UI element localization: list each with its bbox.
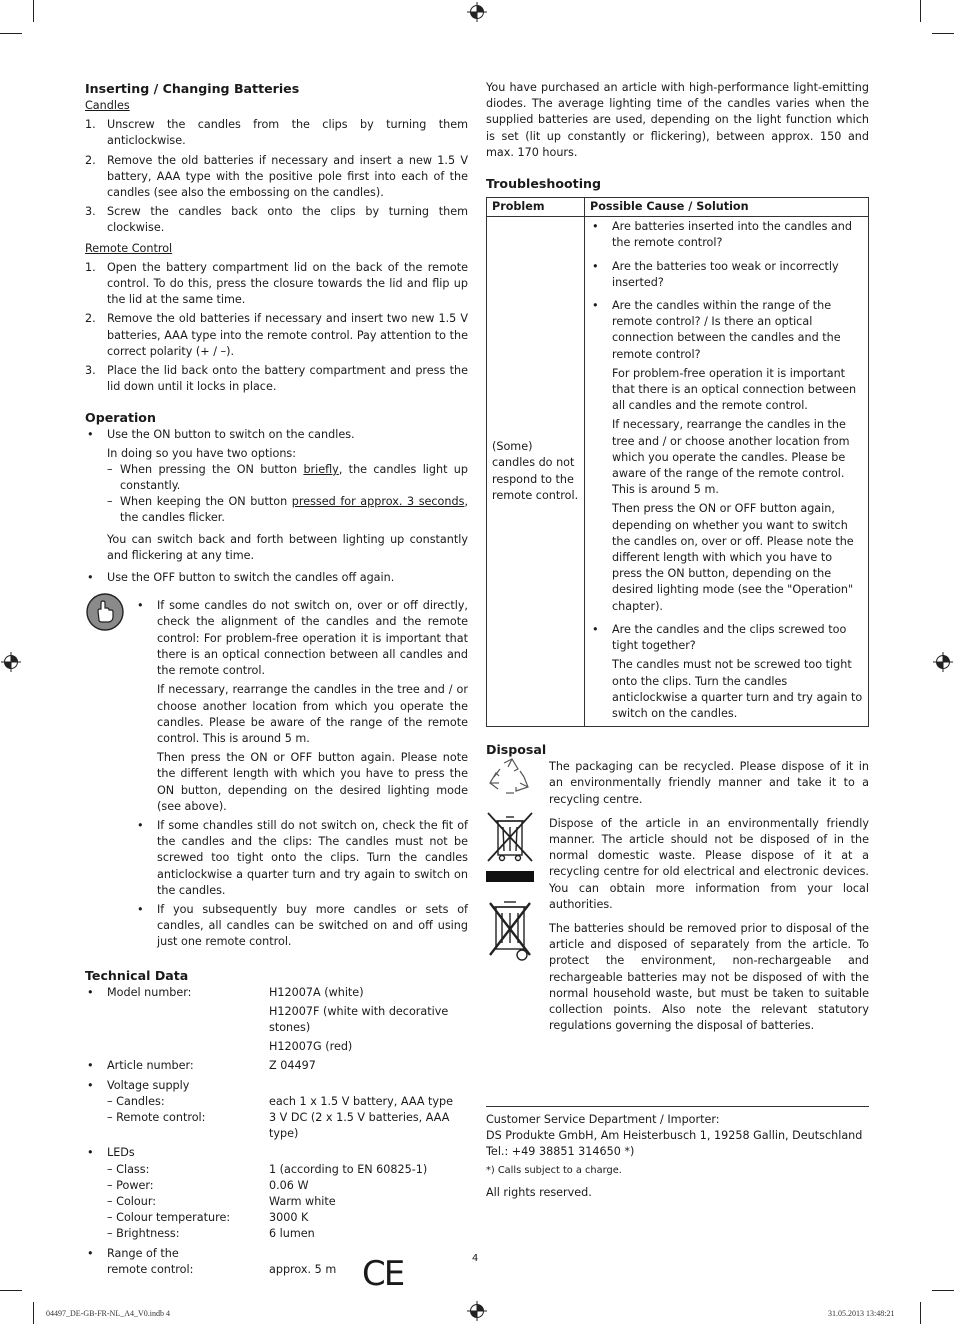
list-item: remote control: approx. 5 m (107, 1262, 337, 1276)
list-item: – Class: 1 (according to EN 60825-1) (107, 1162, 428, 1176)
list-item: • Are batteries inserted into the candles and the remote control? (592, 220, 852, 250)
crossed-bin-icon (486, 811, 536, 883)
options-intro: In doing so you have two options: (107, 446, 297, 460)
list-item: – Power: 0.06 W (107, 1178, 309, 1192)
battery-bin-icon (486, 897, 536, 963)
list-item: • If some chandles still do not switch on, check the fit of the candles and the clips: The candles must not be screwed too tight onto the clips. Turn the candles anticlockwise a quarter turn and try again to switch on the candles. (137, 818, 468, 897)
service-note: *) Calls subject to a charge. (486, 1164, 622, 1176)
right-column (486, 80, 869, 1034)
troubleshooting-heading: Troubleshooting (486, 176, 601, 192)
list-item: • Are the candles and the clips screwed too tight together? (592, 622, 847, 653)
list-item: – Brightness: 6 lumen (107, 1227, 315, 1241)
column-header-problem: Problem (487, 198, 585, 217)
list-item: 3. Screw the candles back onto the clips by turning them clockwise. (85, 205, 468, 235)
troubleshooting-table (486, 197, 869, 727)
recycle-icon (486, 755, 536, 801)
list-item: 1. Unscrew the candles from the clips by turning them anticlockwise. (85, 118, 468, 148)
hand-tip-icon (85, 592, 125, 632)
disposal-batteries-text: The batteries should be removed prior to disposal of the article and disposed of separately from the article. To protect the environment, non-rechargeable and rechargeable batteries may not be disposed of with the normal household waste, but must be taken to suitable collection points. Also note the relevant statutory regulations governing the disposal of batteries. (549, 921, 869, 1033)
list-item: 2. Remove the old batteries if necessary and insert a new 1.5 V battery, AAA type with the positive pole first into each of the candles (see also the embossing on the candles). (85, 153, 468, 200)
page-number: 4 (472, 1253, 479, 1264)
column-header-solution: Possible Cause / Solution (585, 198, 869, 217)
registration-mark-icon (467, 2, 487, 22)
list-item: • Are the batteries too weak or incorrectly inserted? (592, 259, 839, 289)
technical-data (85, 985, 468, 1294)
service-block (486, 1112, 869, 1201)
list-item: H12007F (white with decorative stones) (269, 1004, 449, 1034)
list-item: • Model number: H12007A (white) (87, 985, 364, 999)
list-item: • Voltage supply (87, 1078, 190, 1092)
footer-file-info: 04497_DE-GB-FR-NL_A4_V0.indb 4 (46, 1309, 170, 1318)
batteries-heading: Inserting / Changing Batteries (85, 81, 300, 96)
list-item: – When pressing the ON button briefly, the candles light up constantly. (107, 462, 468, 493)
intro-paragraph: You have purchased an article with high-performance light-emitting diodes. The average lighting time of the candles varies when the supplied batteries are used, depending on the light function which is set (lit up constantly or flickering), between approx. 150 and max. 170 hours. (486, 81, 869, 159)
divider (486, 1106, 869, 1107)
technical-heading: Technical Data (85, 967, 189, 983)
list-item: 1. Open the battery compartment lid on the back of the remote control. To do this, press the closure towards the lid and flip up the lid at the same time. (85, 260, 468, 307)
list-item: • If you subsequently buy more candles or sets of candles, all candles can be switched on and off using just one remote control. (137, 902, 468, 949)
service-line: DS Produkte GmbH, Am Heisterbusch 1, 19258 Gallin, Deutschland (486, 1129, 863, 1143)
registration-mark-icon (1, 652, 21, 672)
list-item: • LEDs (87, 1146, 135, 1160)
footer-timestamp: 31.05.2013 13:48:21 (828, 1309, 895, 1318)
tip-text: Then press the ON or OFF button again. Please note the different length with which you have to press the ON button, depending on the desired lighting mode (see above). (157, 751, 468, 813)
list-item: • Use the OFF button to switch the candles off again. (87, 571, 395, 585)
disposal-article-text: Dispose of the article in an environmentally friendly manner. The article should not be disposed of in the normal domestic waste. Please dispose of it at a recycling centre for old electrical and electronic devices. You can obtain more information from your local authorities. (549, 816, 869, 911)
options-list (85, 462, 468, 527)
left-column (85, 80, 468, 1294)
table-row (487, 217, 869, 727)
candles-subheading: Candles (85, 99, 130, 112)
operation-heading: Operation (85, 410, 156, 426)
crop-mark (920, 0, 921, 22)
list-item: • Use the ON button to switch on the candles. (87, 428, 355, 442)
list-item: – Candles: each 1 x 1.5 V battery, AAA type (107, 1094, 454, 1108)
crop-mark (920, 1302, 921, 1324)
disposal-heading: Disposal (486, 742, 547, 758)
disposal-packaging-text: The packaging can be recycled. Please dispose of it in an environmentally friendly manner and take it to a recycling centre. (549, 760, 869, 806)
solution-text: Then press the ON or OFF button again, depending on whether you want to switch the candles on, over or off. Please note the different length with which you have to press the ON button, depending on the desired lighting mode (see the "Operation" chapter). (612, 502, 854, 613)
solution-text: For problem-free operation it is important that there is an optical connection between all candles and the remote control. (612, 366, 857, 413)
rights-text: All rights reserved. (486, 1185, 592, 1199)
remote-steps (85, 260, 468, 396)
switch-note: You can switch back and forth between lighting up constantly and flickering at any time. (107, 532, 468, 562)
solution-text: The candles must not be screwed too tight onto the clips. Turn the candles anticlockwise a quarter turn and try again to switch on the candles. (612, 658, 863, 720)
list-item: 3. Place the lid back onto the battery compartment and press the lid down until it locks in place. (85, 364, 468, 394)
ce-mark: CE (362, 1253, 404, 1294)
solution-cell (585, 217, 869, 727)
service-line: Tel.: +49 38851 314650 *) (486, 1145, 635, 1159)
list-item: • If some candles do not switch on, over or off directly, check the alignment of the candles and the remote control: For problem-free operation it is important that there is an optical connection between all candles and the remote control. (137, 599, 468, 678)
crop-mark (0, 1290, 22, 1291)
solution-text: If necessary, rearrange the candles in the tree and / or choose another location from which you operate the candles. Please be aware of the range of the remote control. This is around 5 m. (612, 418, 850, 497)
problem-cell: (Some) candles do not respond to the remote control. (487, 217, 585, 727)
remote-subheading: Remote Control (85, 241, 173, 255)
tip-text: If necessary, rearrange the candles in the tree and / or choose another location from which you operate the candles. Please be aware of the range of the remote control. This is around 5 m. (157, 683, 468, 745)
list-item: – Colour temperature: 3000 K (107, 1211, 309, 1225)
list-item: – When keeping the ON button pressed for approx. 3 seconds, the candles flicker. (107, 495, 468, 525)
crop-mark (33, 1302, 34, 1324)
registration-mark-icon (933, 652, 953, 672)
table-header-row (487, 198, 869, 217)
crop-mark (932, 33, 954, 34)
registration-mark-icon (467, 1301, 487, 1321)
list-item: • Are the candles within the range of the remote control? / Is there an optical connection between the candles and the remote control? (592, 299, 841, 361)
tips-block (85, 598, 468, 950)
crop-mark (0, 33, 22, 34)
list-item: H12007G (red) (269, 1040, 353, 1054)
disposal-block (486, 759, 869, 1034)
list-item: 2. Remove the old batteries if necessary and insert two new 1.5 V batteries, AAA type into the remote control. Pay attention to the correct polarity (+ / –). (85, 312, 468, 358)
list-item: – Colour: Warm white (107, 1194, 336, 1208)
crop-mark (932, 1290, 954, 1291)
list-item: • Article number: Z 04497 (87, 1059, 316, 1073)
crop-mark (33, 0, 34, 22)
service-line: Customer Service Department / Importer: (486, 1113, 720, 1126)
list-item: – Remote control: 3 V DC (2 x 1.5 V batteries, AAA type) (107, 1110, 450, 1141)
list-item: • Range of the (87, 1246, 179, 1260)
candles-steps (85, 117, 468, 236)
